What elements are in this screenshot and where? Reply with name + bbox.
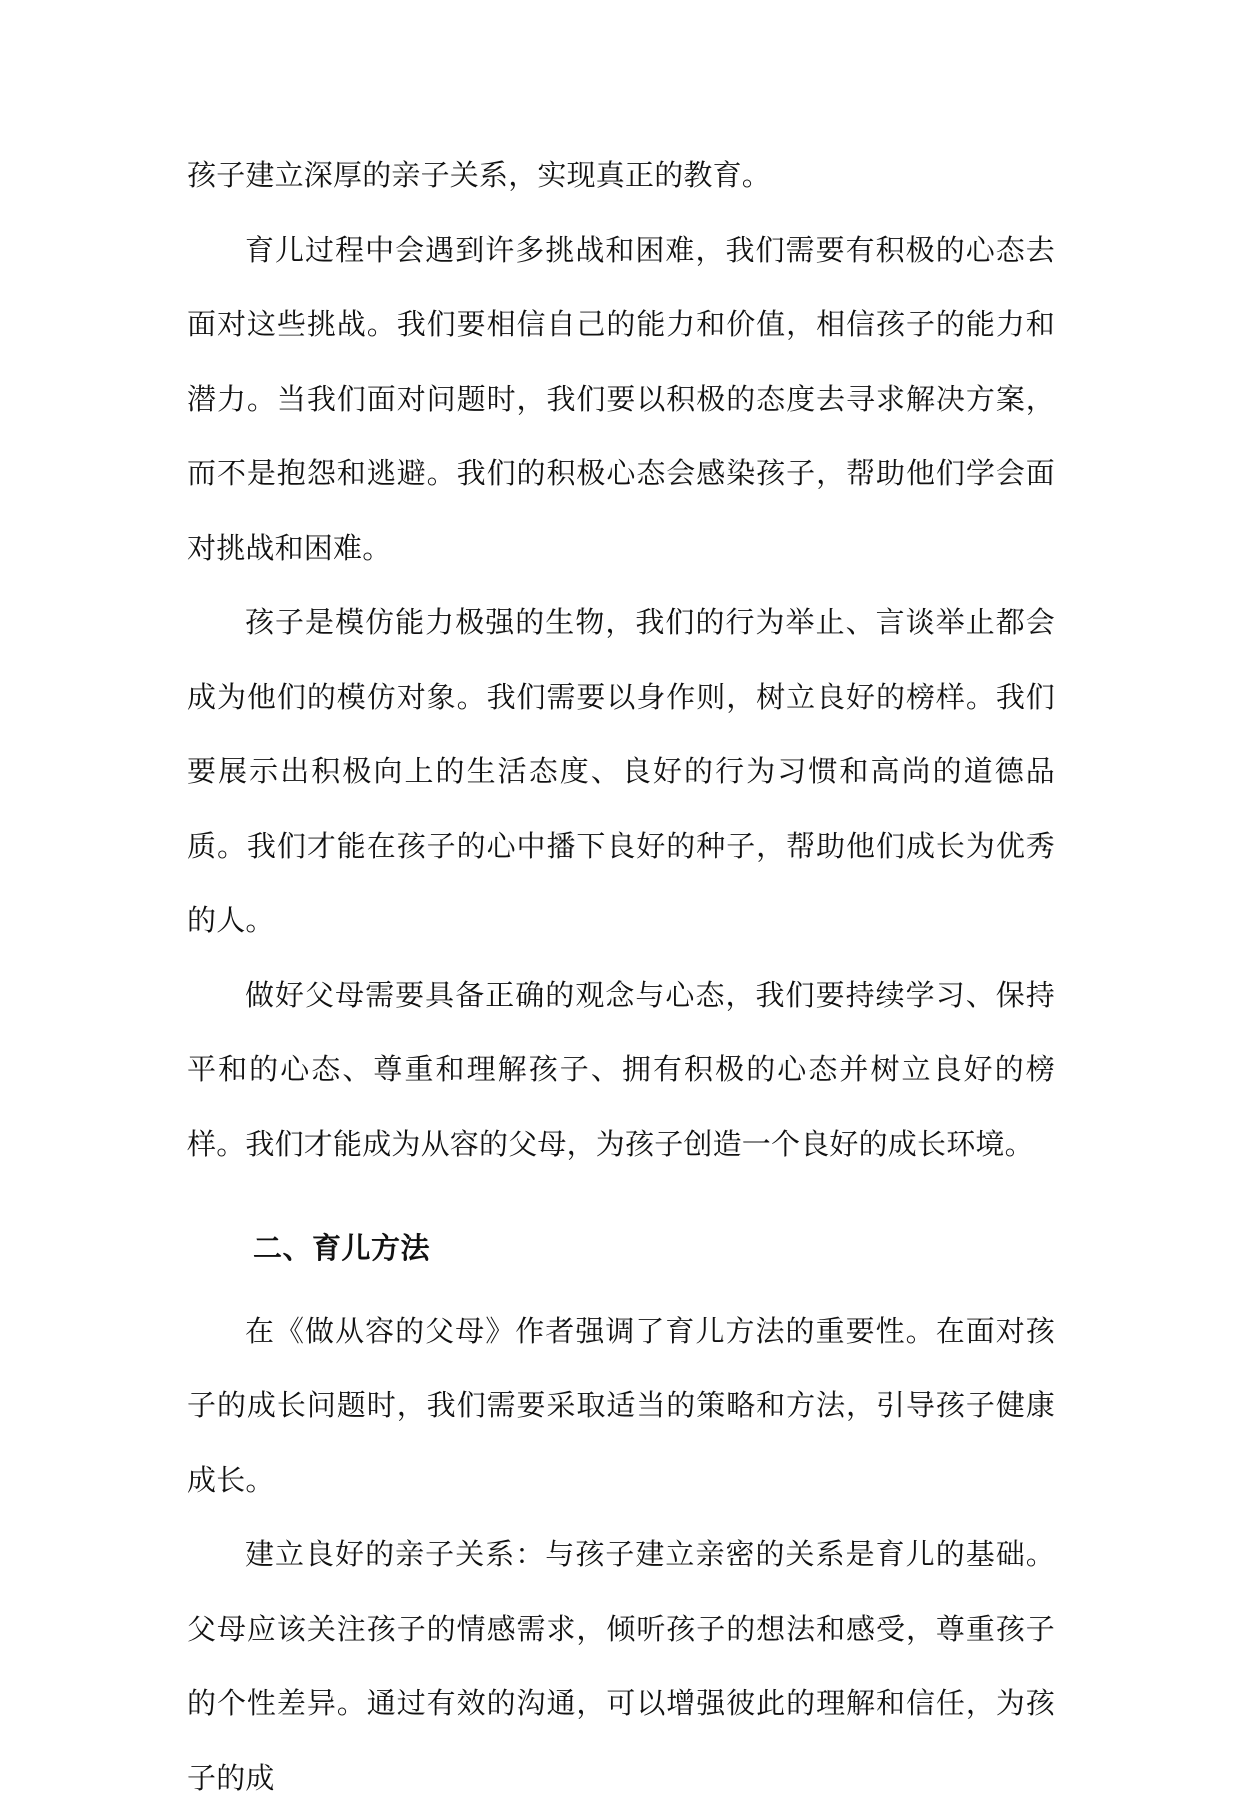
paragraph-positive-mindset: 育儿过程中会遇到许多挑战和困难，我们需要有积极的心态去面对这些挑战。我们要相信自己的能力和价值，相信孩子的能力和潜力。当我们面对问题时，我们要以积极的态度去寻求解决方案，而不是抱怨和逃避。我们的积极心态会感染孩子，帮助他们学会面对挑战和困难。 [187, 232, 1055, 565]
paragraph-parent-child-relationship: 建立良好的亲子关系：与孩子建立亲密的关系是育儿的基础。父母应该关注孩子的情感需求，倾听孩子的想法和感受，尊重孩子的个性差异。通过有效的沟通，可以增强彼此的理解和信任，为孩子的成 [187, 1537, 1055, 1795]
section-heading: 二、育儿方法 [253, 1231, 431, 1265]
paragraph-method-intro: 在《做从容的父母》作者强调了育儿方法的重要性。在面对孩子的成长问题时，我们需要采取适当的策略和方法，引导孩子健康成长。 [187, 1313, 1055, 1497]
paragraph-role-model: 孩子是模仿能力极强的生物，我们的行为举止、言谈举止都会成为他们的模仿对象。我们需要以身作则，树立良好的榜样。我们要展示出积极向上的生活态度、良好的行为习惯和高尚的道德品质。我们才能在孩子的心中播下良好的种子，帮助他们成长为优秀的人。 [187, 605, 1055, 937]
paragraph-summary: 做好父母需要具备正确的观念与心态，我们要持续学习、保持平和的心态、尊重和理解孩子、拥有积极的心态并树立良好的榜样。我们才能成为从容的父母，为孩子创造一个良好的成长环境。 [187, 977, 1055, 1161]
paragraph-continuation: 孩子建立深厚的亲子关系，实现真正的教育。 [187, 158, 772, 192]
document-body [187, 138, 1055, 1815]
